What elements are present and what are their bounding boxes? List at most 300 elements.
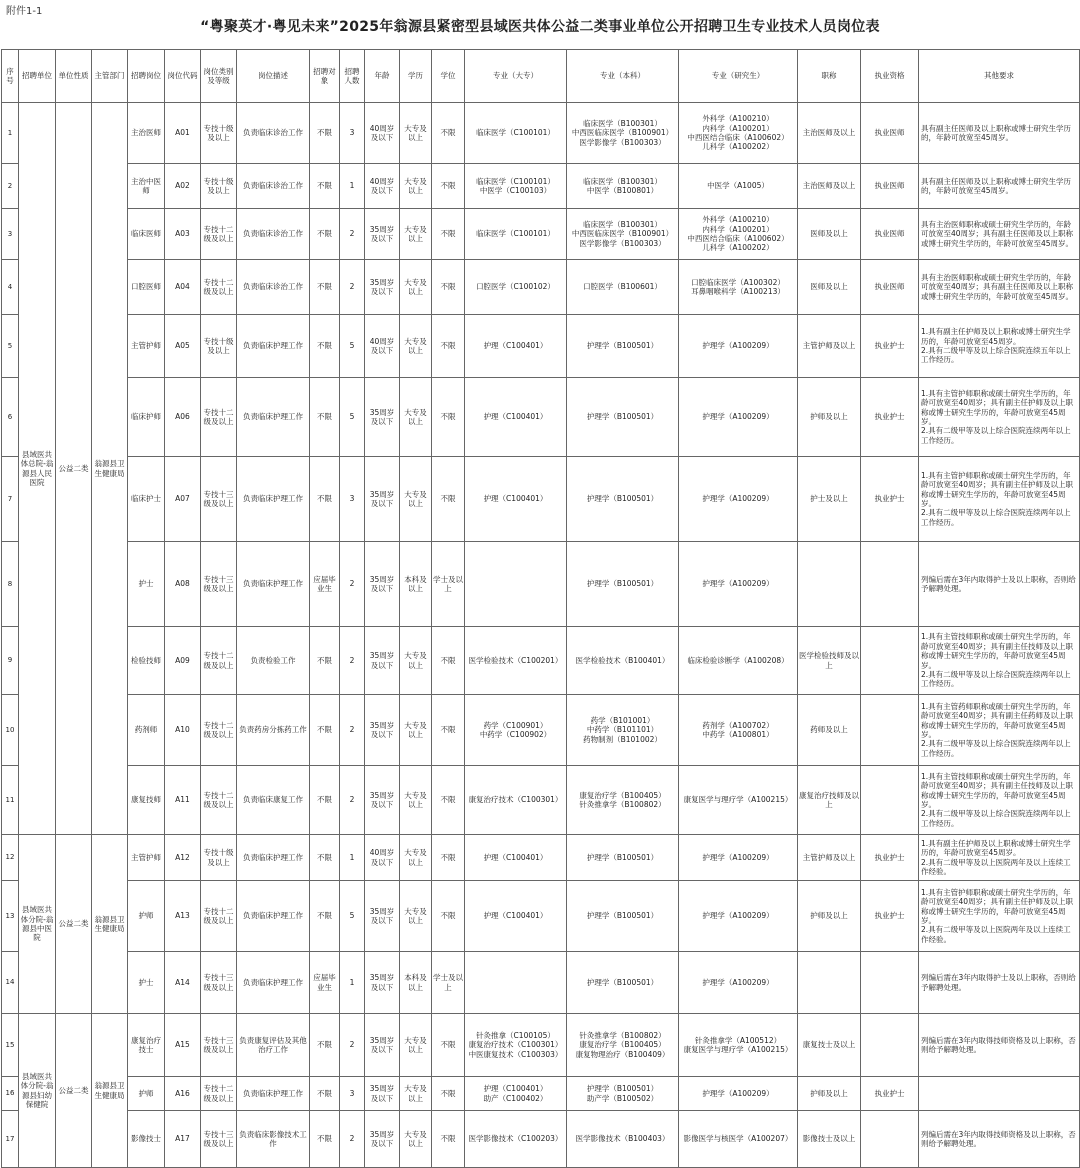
- cell-age: 35周岁及以下: [365, 457, 400, 542]
- cell-code: A16: [165, 1077, 201, 1111]
- cell-num: 3: [340, 457, 365, 542]
- table-row: [2, 695, 1080, 766]
- cell-post: 临床护士: [128, 457, 165, 542]
- table-row: [2, 103, 1080, 164]
- cell-post: 护师: [128, 881, 165, 952]
- cell-num: 2: [340, 542, 365, 627]
- cell-num: 3: [340, 103, 365, 164]
- dept-cell: 翁源县卫生健康局: [92, 835, 128, 1014]
- unit-cell: 县域医共体总院-翁源县人民医院: [19, 103, 56, 835]
- column-header: 招聘对象: [310, 50, 340, 103]
- cell-other: [919, 1077, 1080, 1111]
- cell-target: 不限: [310, 209, 340, 260]
- cell-post: 主治医师: [128, 103, 165, 164]
- cell-desc: 负责临床护理工作: [237, 835, 310, 881]
- cell-code: A07: [165, 457, 201, 542]
- cell-major-yjs: 外科学（A100210） 内科学（A100201） 中西医结合临床（A100602） 儿科学（A100202）: [679, 209, 798, 260]
- cell-target: 不限: [310, 627, 340, 695]
- cell-degree: 不限: [432, 457, 465, 542]
- cell-title: 主治医师及以上: [798, 103, 861, 164]
- cell-title: 医学检验技师及以上: [798, 627, 861, 695]
- cell-major-dz: 护理（C100401）: [465, 457, 567, 542]
- cell-major-dz: 口腔医学（C100102）: [465, 260, 567, 315]
- cell-desc: 负责临床影像技术工作: [237, 1111, 310, 1168]
- cell-age: 35周岁及以下: [365, 881, 400, 952]
- cell-degree: 不限: [432, 627, 465, 695]
- cell-major-yjs: 中医学（A1005）: [679, 164, 798, 209]
- cell-num: 2: [340, 260, 365, 315]
- row-seq: 7: [2, 457, 19, 542]
- table-row: [2, 260, 1080, 315]
- column-header: 专业（大专）: [465, 50, 567, 103]
- column-header: 岗位描述: [237, 50, 310, 103]
- cell-degree: 不限: [432, 695, 465, 766]
- cell-post: 临床医师: [128, 209, 165, 260]
- row-seq: 14: [2, 952, 19, 1014]
- cell-qual: [861, 766, 919, 835]
- cell-qual: [861, 542, 919, 627]
- cell-qual: 执业护士: [861, 315, 919, 378]
- cell-edu: 大专及以上: [400, 766, 432, 835]
- cell-edu: 本科及以上: [400, 952, 432, 1014]
- cell-age: 35周岁及以下: [365, 378, 400, 457]
- cell-edu: 大专及以上: [400, 835, 432, 881]
- cell-age: 35周岁及以下: [365, 1077, 400, 1111]
- row-seq: 17: [2, 1111, 19, 1168]
- cell-post: 护师: [128, 1077, 165, 1111]
- cell-target: 不限: [310, 766, 340, 835]
- nature-cell: 公益二类: [56, 1014, 92, 1168]
- cell-major-dz: [465, 952, 567, 1014]
- cell-major-dz: 临床医学（C100101） 中医学（C100103）: [465, 164, 567, 209]
- cell-desc: 负责临床护理工作: [237, 378, 310, 457]
- cell-post: 药剂师: [128, 695, 165, 766]
- dept-cell: 翁源县卫生健康局: [92, 103, 128, 835]
- cell-title: 主管护师及以上: [798, 315, 861, 378]
- column-header: 职称: [798, 50, 861, 103]
- nature-cell: 公益二类: [56, 103, 92, 835]
- cell-desc: 负责临床诊治工作: [237, 260, 310, 315]
- cell-target: 不限: [310, 103, 340, 164]
- cell-degree: 学士及以上: [432, 542, 465, 627]
- cell-post: 检验技师: [128, 627, 165, 695]
- cell-code: A12: [165, 835, 201, 881]
- cell-code: A08: [165, 542, 201, 627]
- cell-title: 护师及以上: [798, 1077, 861, 1111]
- cell-target: 不限: [310, 835, 340, 881]
- cell-major-yjs: 护理学（A100209）: [679, 952, 798, 1014]
- cell-major-dz: 护理（C100401）: [465, 881, 567, 952]
- column-header: 招聘人数: [340, 50, 365, 103]
- cell-edu: 大专及以上: [400, 164, 432, 209]
- cell-num: 2: [340, 209, 365, 260]
- cell-title: 药师及以上: [798, 695, 861, 766]
- table-row: [2, 766, 1080, 835]
- column-header: 其他要求: [919, 50, 1080, 103]
- cell-edu: 大专及以上: [400, 457, 432, 542]
- cell-grade: 专技十二级及以上: [201, 209, 237, 260]
- cell-num: 5: [340, 881, 365, 952]
- column-header: 岗位代码: [165, 50, 201, 103]
- cell-major-dz: 医学影像技术（C100203）: [465, 1111, 567, 1168]
- cell-code: A05: [165, 315, 201, 378]
- cell-major-bk: 护理学（B100501）: [567, 835, 679, 881]
- cell-major-dz: [465, 542, 567, 627]
- cell-desc: 负责临床护理工作: [237, 542, 310, 627]
- table-row: [2, 315, 1080, 378]
- cell-other: 具有副主任医师及以上职称或博士研究生学历的，年龄可放宽至45周岁。: [919, 103, 1080, 164]
- column-header: 学位: [432, 50, 465, 103]
- cell-major-bk: 临床医学（B100301） 中西医临床医学（B100901） 医学影像学（B100303）: [567, 209, 679, 260]
- cell-major-bk: 临床医学（B100301） 中医学（B100801）: [567, 164, 679, 209]
- cell-age: 35周岁及以下: [365, 1111, 400, 1168]
- column-header: 专业（本科）: [567, 50, 679, 103]
- cell-grade: 专技十三级及以上: [201, 1014, 237, 1077]
- cell-post: 影像技士: [128, 1111, 165, 1168]
- nature-cell: 公益二类: [56, 835, 92, 1014]
- cell-other: 1.具有主管药师职称或硕士研究生学历的，年龄可放宽至40周岁；具有副主任药师及以上职称或博士研究生学历的，年龄可放宽至45周岁。 2.具有二级甲等及以上综合医院连续两年以上工作经历。: [919, 695, 1080, 766]
- cell-major-yjs: 护理学（A100209）: [679, 315, 798, 378]
- cell-post: 护士: [128, 952, 165, 1014]
- cell-edu: 大专及以上: [400, 315, 432, 378]
- cell-code: A15: [165, 1014, 201, 1077]
- cell-grade: 专技十级及以上: [201, 164, 237, 209]
- unit-cell: 县域医共体分院-翁源县中医院: [19, 835, 56, 1014]
- column-header: 主管部门: [92, 50, 128, 103]
- cell-major-dz: 康复治疗技术（C100301）: [465, 766, 567, 835]
- cell-post: 主管护师: [128, 835, 165, 881]
- cell-major-dz: 针灸推拿（C100105） 康复治疗技术（C100301） 中医康复技术（C100303）: [465, 1014, 567, 1077]
- cell-other: 列编后需在3年内取得护士及以上职称，否则给予解聘处理。: [919, 542, 1080, 627]
- row-seq: 1: [2, 103, 19, 164]
- table-row: [2, 542, 1080, 627]
- cell-grade: 专技十三级及以上: [201, 952, 237, 1014]
- table-row: [2, 1077, 1080, 1111]
- cell-title: 康复治疗技师及以上: [798, 766, 861, 835]
- cell-num: 5: [340, 378, 365, 457]
- cell-num: 2: [340, 766, 365, 835]
- table-row: [2, 835, 1080, 881]
- cell-qual: 执业医师: [861, 103, 919, 164]
- cell-qual: 执业护士: [861, 835, 919, 881]
- cell-grade: 专技十二级及以上: [201, 378, 237, 457]
- cell-qual: 执业医师: [861, 260, 919, 315]
- cell-post: 临床护师: [128, 378, 165, 457]
- cell-grade: 专技十三级及以上: [201, 457, 237, 542]
- cell-other: 1.具有主管护师职称或硕士研究生学历的，年龄可放宽至40周岁；具有副主任护师及以上职称或博士研究生学历的，年龄可放宽至45周岁。 2.具有二级甲等及以上综合医院连续两年以上工作经历。: [919, 457, 1080, 542]
- cell-grade: 专技十级及以上: [201, 835, 237, 881]
- attachment-label: 附件1-1: [6, 6, 43, 17]
- cell-grade: 专技十级及以上: [201, 103, 237, 164]
- table-header-row: [2, 50, 1080, 103]
- cell-grade: 专技十二级及以上: [201, 260, 237, 315]
- cell-title: 主管护师及以上: [798, 835, 861, 881]
- row-seq: 5: [2, 315, 19, 378]
- cell-degree: 不限: [432, 260, 465, 315]
- cell-desc: 负责临床诊治工作: [237, 164, 310, 209]
- cell-age: 35周岁及以下: [365, 766, 400, 835]
- cell-grade: 专技十二级及以上: [201, 627, 237, 695]
- row-seq: 15: [2, 1014, 19, 1077]
- cell-post: 主管护师: [128, 315, 165, 378]
- column-header: 序号: [2, 50, 19, 103]
- cell-num: 1: [340, 952, 365, 1014]
- cell-age: 35周岁及以下: [365, 1014, 400, 1077]
- cell-age: 40周岁及以下: [365, 315, 400, 378]
- cell-other: 1.具有副主任护师及以上职称或博士研究生学历的，年龄可放宽至45周岁。 2.具有二级甲等及以上综合医院连续五年以上工作经历。: [919, 315, 1080, 378]
- cell-title: 影像技士及以上: [798, 1111, 861, 1168]
- table-row: [2, 1111, 1080, 1168]
- cell-age: 40周岁及以下: [365, 103, 400, 164]
- cell-major-bk: 药学（B101001） 中药学（B101101） 药物制剂（B101002）: [567, 695, 679, 766]
- cell-qual: 执业护士: [861, 378, 919, 457]
- row-seq: 12: [2, 835, 19, 881]
- cell-code: A03: [165, 209, 201, 260]
- cell-grade: 专技十二级及以上: [201, 766, 237, 835]
- cell-qual: 执业护士: [861, 457, 919, 542]
- cell-age: 35周岁及以下: [365, 952, 400, 1014]
- cell-target: 不限: [310, 881, 340, 952]
- column-header: 执业资格: [861, 50, 919, 103]
- cell-qual: [861, 695, 919, 766]
- cell-age: 35周岁及以下: [365, 542, 400, 627]
- cell-target: 不限: [310, 457, 340, 542]
- cell-major-yjs: 药剂学（A100702） 中药学（A100801）: [679, 695, 798, 766]
- cell-major-dz: 药学（C100901） 中药学（C100902）: [465, 695, 567, 766]
- cell-major-bk: 护理学（B100501）: [567, 378, 679, 457]
- cell-desc: 负责康复评估及其他治疗工作: [237, 1014, 310, 1077]
- row-seq: 3: [2, 209, 19, 260]
- cell-grade: 专技十三级及以上: [201, 542, 237, 627]
- cell-major-bk: 护理学（B100501）: [567, 881, 679, 952]
- cell-degree: 不限: [432, 315, 465, 378]
- cell-edu: 大专及以上: [400, 1014, 432, 1077]
- cell-major-yjs: 针灸推拿学（A100512） 康复医学与理疗学（A100215）: [679, 1014, 798, 1077]
- row-seq: 2: [2, 164, 19, 209]
- cell-degree: 不限: [432, 103, 465, 164]
- column-header: 岗位类别及等级: [201, 50, 237, 103]
- cell-degree: 不限: [432, 209, 465, 260]
- cell-major-bk: 护理学（B100501）: [567, 542, 679, 627]
- cell-desc: 负责临床护理工作: [237, 315, 310, 378]
- cell-major-bk: 针灸推拿学（B100802） 康复治疗学（B100405） 康复物理治疗（B100409）: [567, 1014, 679, 1077]
- cell-grade: 专技十二级及以上: [201, 695, 237, 766]
- cell-grade: 专技十级及以上: [201, 315, 237, 378]
- cell-qual: 执业医师: [861, 164, 919, 209]
- cell-target: 不限: [310, 260, 340, 315]
- cell-num: 1: [340, 164, 365, 209]
- cell-target: 不限: [310, 695, 340, 766]
- recruitment-table: [1, 49, 1080, 1168]
- cell-major-yjs: 口腔临床医学（A100302） 耳鼻咽喉科学（A100213）: [679, 260, 798, 315]
- cell-post: 护士: [128, 542, 165, 627]
- cell-post: 康复治疗技士: [128, 1014, 165, 1077]
- cell-edu: 大专及以上: [400, 695, 432, 766]
- cell-post: 主治中医师: [128, 164, 165, 209]
- cell-code: A09: [165, 627, 201, 695]
- cell-other: 具有副主任医师及以上职称或博士研究生学历的，年龄可放宽至45周岁。: [919, 164, 1080, 209]
- cell-major-bk: 护理学（B100501）: [567, 315, 679, 378]
- cell-edu: 大专及以上: [400, 209, 432, 260]
- cell-age: 35周岁及以下: [365, 209, 400, 260]
- cell-title: 康复技士及以上: [798, 1014, 861, 1077]
- table-row: [2, 1014, 1080, 1077]
- cell-grade: 专技十二级及以上: [201, 881, 237, 952]
- cell-other: 1.具有主管护师职称或硕士研究生学历的，年龄可放宽至40周岁；具有副主任护师及以上职称或博士研究生学历的，年龄可放宽至45周岁。 2.具有二级甲等及以上综合医院连续两年以上工作经历。: [919, 378, 1080, 457]
- cell-desc: 负责临床护理工作: [237, 457, 310, 542]
- cell-code: A14: [165, 952, 201, 1014]
- cell-title: 护士及以上: [798, 457, 861, 542]
- dept-cell: 翁源县卫生健康局: [92, 1014, 128, 1168]
- cell-major-dz: 护理（C100401） 助产（C100402）: [465, 1077, 567, 1111]
- table-row: [2, 378, 1080, 457]
- cell-qual: [861, 1111, 919, 1168]
- cell-edu: 大专及以上: [400, 881, 432, 952]
- row-seq: 4: [2, 260, 19, 315]
- cell-desc: 负责临床康复工作: [237, 766, 310, 835]
- cell-major-dz: 医学检验技术（C100201）: [465, 627, 567, 695]
- cell-target: 不限: [310, 1014, 340, 1077]
- cell-grade: 专技十二级及以上: [201, 1077, 237, 1111]
- cell-target: 应届毕业生: [310, 542, 340, 627]
- cell-age: 40周岁及以下: [365, 164, 400, 209]
- cell-edu: 大专及以上: [400, 627, 432, 695]
- table-row: [2, 881, 1080, 952]
- cell-major-bk: 医学检验技术（B100401）: [567, 627, 679, 695]
- cell-major-dz: 护理（C100401）: [465, 835, 567, 881]
- cell-target: 不限: [310, 315, 340, 378]
- cell-major-dz: 临床医学（C100101）: [465, 103, 567, 164]
- cell-age: 40周岁及以下: [365, 835, 400, 881]
- cell-major-bk: 临床医学（B100301） 中西医临床医学（B100901） 医学影像学（B100303）: [567, 103, 679, 164]
- cell-other: 1.具有主管技师职称或硕士研究生学历的，年龄可放宽至40周岁；具有副主任技师及以上职称或博士研究生学历的，年龄可放宽至45周岁。 2.具有二级甲等及以上综合医院连续两年以上工作经历。: [919, 627, 1080, 695]
- cell-grade: 专技十三级及以上: [201, 1111, 237, 1168]
- cell-num: 2: [340, 1111, 365, 1168]
- cell-major-yjs: 影像医学与核医学（A100207）: [679, 1111, 798, 1168]
- cell-degree: 学士及以上: [432, 952, 465, 1014]
- cell-code: A11: [165, 766, 201, 835]
- cell-major-bk: 护理学（B100501）: [567, 952, 679, 1014]
- cell-degree: 不限: [432, 378, 465, 457]
- cell-other: 列编后需在3年内取得护士及以上职称，否则给予解聘处理。: [919, 952, 1080, 1014]
- cell-age: 35周岁及以下: [365, 260, 400, 315]
- cell-other: 列编后需在3年内取得技师资格及以上职称，否则给予解聘处理。: [919, 1014, 1080, 1077]
- cell-major-bk: 口腔医学（B100601）: [567, 260, 679, 315]
- cell-other: 具有主治医师职称或硕士研究生学历的，年龄可放宽至40周岁；具有副主任医师及以上职称或博士研究生学历的，年龄可放宽至45周岁。: [919, 209, 1080, 260]
- cell-title: [798, 542, 861, 627]
- cell-major-bk: 康复治疗学（B100405） 针灸推拿学（B100802）: [567, 766, 679, 835]
- cell-major-yjs: 临床检验诊断学（A100208）: [679, 627, 798, 695]
- cell-edu: 大专及以上: [400, 260, 432, 315]
- cell-title: 护师及以上: [798, 378, 861, 457]
- cell-desc: 负责临床护理工作: [237, 952, 310, 1014]
- cell-desc: 负责临床护理工作: [237, 881, 310, 952]
- row-seq: 10: [2, 695, 19, 766]
- cell-degree: 不限: [432, 1014, 465, 1077]
- cell-major-dz: 护理（C100401）: [465, 315, 567, 378]
- column-header: 学历: [400, 50, 432, 103]
- cell-num: 5: [340, 315, 365, 378]
- cell-code: A06: [165, 378, 201, 457]
- cell-code: A10: [165, 695, 201, 766]
- cell-major-dz: 护理（C100401）: [465, 378, 567, 457]
- column-header: 专业（研究生）: [679, 50, 798, 103]
- table-row: [2, 457, 1080, 542]
- cell-other: 1.具有副主任护师及以上职称或博士研究生学历的，年龄可放宽至45周岁。 2.具有二级甲等及以上医院两年及以上连续工作经验。: [919, 835, 1080, 881]
- cell-target: 应届毕业生: [310, 952, 340, 1014]
- row-seq: 13: [2, 881, 19, 952]
- cell-code: A13: [165, 881, 201, 952]
- cell-major-bk: 医学影像技术（B100403）: [567, 1111, 679, 1168]
- cell-degree: 不限: [432, 766, 465, 835]
- cell-major-yjs: 护理学（A100209）: [679, 457, 798, 542]
- cell-title: 护师及以上: [798, 881, 861, 952]
- cell-target: 不限: [310, 164, 340, 209]
- row-seq: 9: [2, 627, 19, 695]
- cell-desc: 负责临床诊治工作: [237, 209, 310, 260]
- cell-other: 具有主治医师职称或硕士研究生学历的，年龄可放宽至40周岁；具有副主任医师及以上职称或博士研究生学历的，年龄可放宽至45周岁。: [919, 260, 1080, 315]
- cell-title: 主治医师及以上: [798, 164, 861, 209]
- column-header: 单位性质: [56, 50, 92, 103]
- column-header: 招聘单位: [19, 50, 56, 103]
- cell-qual: 执业医师: [861, 209, 919, 260]
- cell-code: A17: [165, 1111, 201, 1168]
- cell-code: A04: [165, 260, 201, 315]
- row-seq: 16: [2, 1077, 19, 1111]
- cell-qual: [861, 627, 919, 695]
- row-seq: 11: [2, 766, 19, 835]
- cell-post: 口腔医师: [128, 260, 165, 315]
- cell-num: 3: [340, 1077, 365, 1111]
- cell-desc: 负责临床诊治工作: [237, 103, 310, 164]
- table-row: [2, 627, 1080, 695]
- row-seq: 6: [2, 378, 19, 457]
- cell-degree: 不限: [432, 835, 465, 881]
- cell-major-yjs: 护理学（A100209）: [679, 378, 798, 457]
- cell-title: 医师及以上: [798, 260, 861, 315]
- cell-desc: 负责检验工作: [237, 627, 310, 695]
- row-seq: 8: [2, 542, 19, 627]
- cell-major-yjs: 外科学（A100210） 内科学（A100201） 中西医结合临床（A100602） 儿科学（A100202）: [679, 103, 798, 164]
- cell-major-yjs: 护理学（A100209）: [679, 542, 798, 627]
- cell-major-yjs: 护理学（A100209）: [679, 881, 798, 952]
- column-header: 年龄: [365, 50, 400, 103]
- cell-other: 1.具有主管护师职称或硕士研究生学历的，年龄可放宽至40周岁；具有副主任护师及以上职称或博士研究生学历的，年龄可放宽至45周岁。 2.具有二级甲等及以上医院两年及以上连续工作经验。: [919, 881, 1080, 952]
- cell-target: 不限: [310, 1111, 340, 1168]
- cell-target: 不限: [310, 1077, 340, 1111]
- cell-age: 35周岁及以下: [365, 627, 400, 695]
- cell-age: 35周岁及以下: [365, 695, 400, 766]
- cell-code: A02: [165, 164, 201, 209]
- cell-major-dz: 临床医学（C100101）: [465, 209, 567, 260]
- cell-desc: 负责临床护理工作: [237, 1077, 310, 1111]
- cell-num: 2: [340, 627, 365, 695]
- cell-degree: 不限: [432, 881, 465, 952]
- cell-num: 1: [340, 835, 365, 881]
- page-title: “粤聚英才·粤见未来”2025年翁源县紧密型县域医共体公益二类事业单位公开招聘卫生专业技术人员岗位表: [200, 19, 880, 35]
- unit-cell: 县域医共体分院-翁源县妇幼保健院: [19, 1014, 56, 1168]
- cell-post: 康复技师: [128, 766, 165, 835]
- cell-num: 2: [340, 695, 365, 766]
- cell-qual: 执业护士: [861, 881, 919, 952]
- table-row: [2, 209, 1080, 260]
- cell-degree: 不限: [432, 164, 465, 209]
- cell-qual: [861, 952, 919, 1014]
- cell-qual: 执业护士: [861, 1077, 919, 1111]
- cell-title: 医师及以上: [798, 209, 861, 260]
- cell-major-bk: 护理学（B100501）: [567, 457, 679, 542]
- cell-major-bk: 护理学（B100501） 助产学（B100502）: [567, 1077, 679, 1111]
